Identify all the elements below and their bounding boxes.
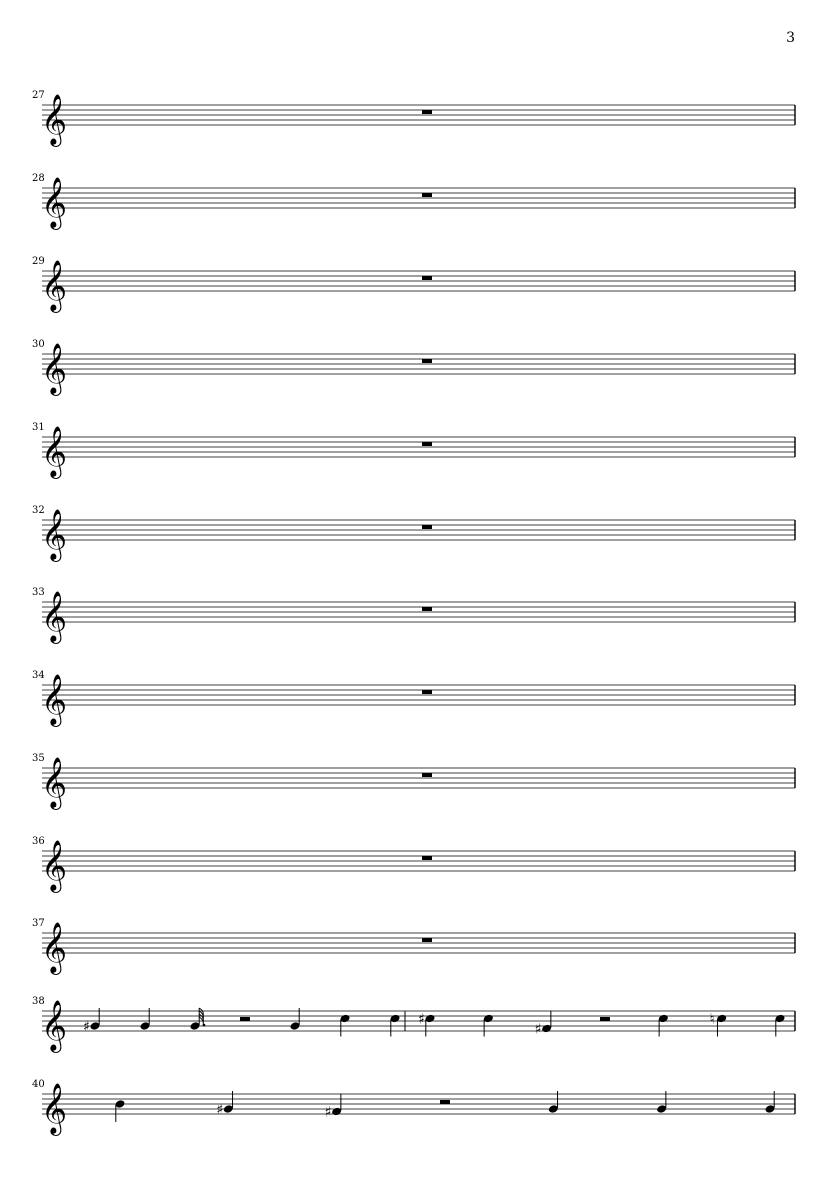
staff [0, 505, 835, 565]
treble-clef-icon: 𝄞 [41, 94, 68, 145]
treble-clef-icon: 𝄞 [41, 757, 68, 808]
staff [0, 587, 835, 647]
staff [0, 256, 835, 316]
sharp-icon: ♯ [83, 1019, 90, 1035]
measure-number: 40 [32, 1079, 45, 1090]
treble-clef-icon: 𝄞 [41, 260, 68, 311]
treble-clef-icon: 𝄞 [41, 177, 68, 228]
measure-number: 38 [32, 996, 45, 1007]
staff-system [0, 1079, 835, 1139]
whole-rest-icon [422, 359, 432, 363]
staff-system [0, 670, 835, 730]
staff-system [0, 90, 835, 150]
whole-rest-icon [422, 193, 432, 197]
sharp-icon: ♯ [324, 1104, 332, 1121]
page-number: 3 [786, 30, 795, 46]
staff [0, 753, 835, 813]
measure-number: 29 [32, 256, 45, 267]
measure-number: 28 [32, 173, 45, 184]
measure-number: 31 [32, 422, 45, 433]
measure-number: 30 [32, 339, 45, 350]
whole-rest-icon [422, 110, 432, 114]
measure-number: 27 [32, 90, 45, 101]
measure-number: 35 [32, 753, 45, 764]
half-rest-icon [600, 1017, 610, 1021]
staff-system [0, 339, 835, 399]
staff-system [0, 836, 835, 896]
measure-number: 36 [32, 836, 45, 847]
half-rest-icon [240, 1017, 250, 1021]
measure-number: 32 [32, 505, 45, 516]
treble-clef-icon: 𝄞 [41, 509, 68, 560]
staff-system [0, 422, 835, 482]
sharp-icon: ♯ [216, 1102, 224, 1118]
whole-rest-icon [422, 856, 432, 860]
sharp-icon: ♯ [534, 1021, 542, 1038]
staff-system [0, 996, 835, 1056]
treble-clef-icon: 𝄞 [41, 1083, 68, 1134]
half-rest-icon [440, 1100, 450, 1104]
treble-clef-icon: 𝄞 [41, 343, 68, 394]
staff [0, 836, 835, 896]
augmentation-dot [203, 1024, 206, 1027]
treble-clef-icon: 𝄞 [41, 1000, 68, 1051]
staff [0, 1079, 835, 1139]
whole-rest-icon [422, 690, 432, 694]
whole-rest-icon [422, 276, 432, 280]
staff [0, 918, 835, 978]
staff-system [0, 256, 835, 316]
treble-clef-icon: 𝄞 [41, 922, 68, 973]
staff-system [0, 753, 835, 813]
measure-number: 37 [32, 918, 45, 929]
whole-rest-icon [422, 525, 432, 529]
whole-rest-icon [422, 607, 432, 611]
staff-system [0, 505, 835, 565]
measure-number: 33 [32, 587, 45, 598]
staff [0, 90, 835, 150]
staff [0, 422, 835, 482]
staff [0, 996, 835, 1056]
whole-rest-icon [422, 938, 432, 942]
staff [0, 339, 835, 399]
staff-system [0, 587, 835, 647]
treble-clef-icon: 𝄞 [41, 591, 68, 642]
treble-clef-icon: 𝄞 [41, 674, 68, 725]
sharp-icon: ♯ [418, 1011, 425, 1028]
whole-rest-icon [422, 773, 432, 777]
treble-clef-icon: 𝄞 [41, 426, 68, 477]
staff [0, 670, 835, 730]
natural-icon: ♮ [709, 1011, 715, 1028]
staff-system [0, 918, 835, 978]
treble-clef-icon: 𝄞 [41, 840, 68, 891]
whole-rest-icon [422, 442, 432, 446]
measure-number: 34 [32, 670, 45, 681]
staff-system [0, 173, 835, 233]
staff [0, 173, 835, 233]
